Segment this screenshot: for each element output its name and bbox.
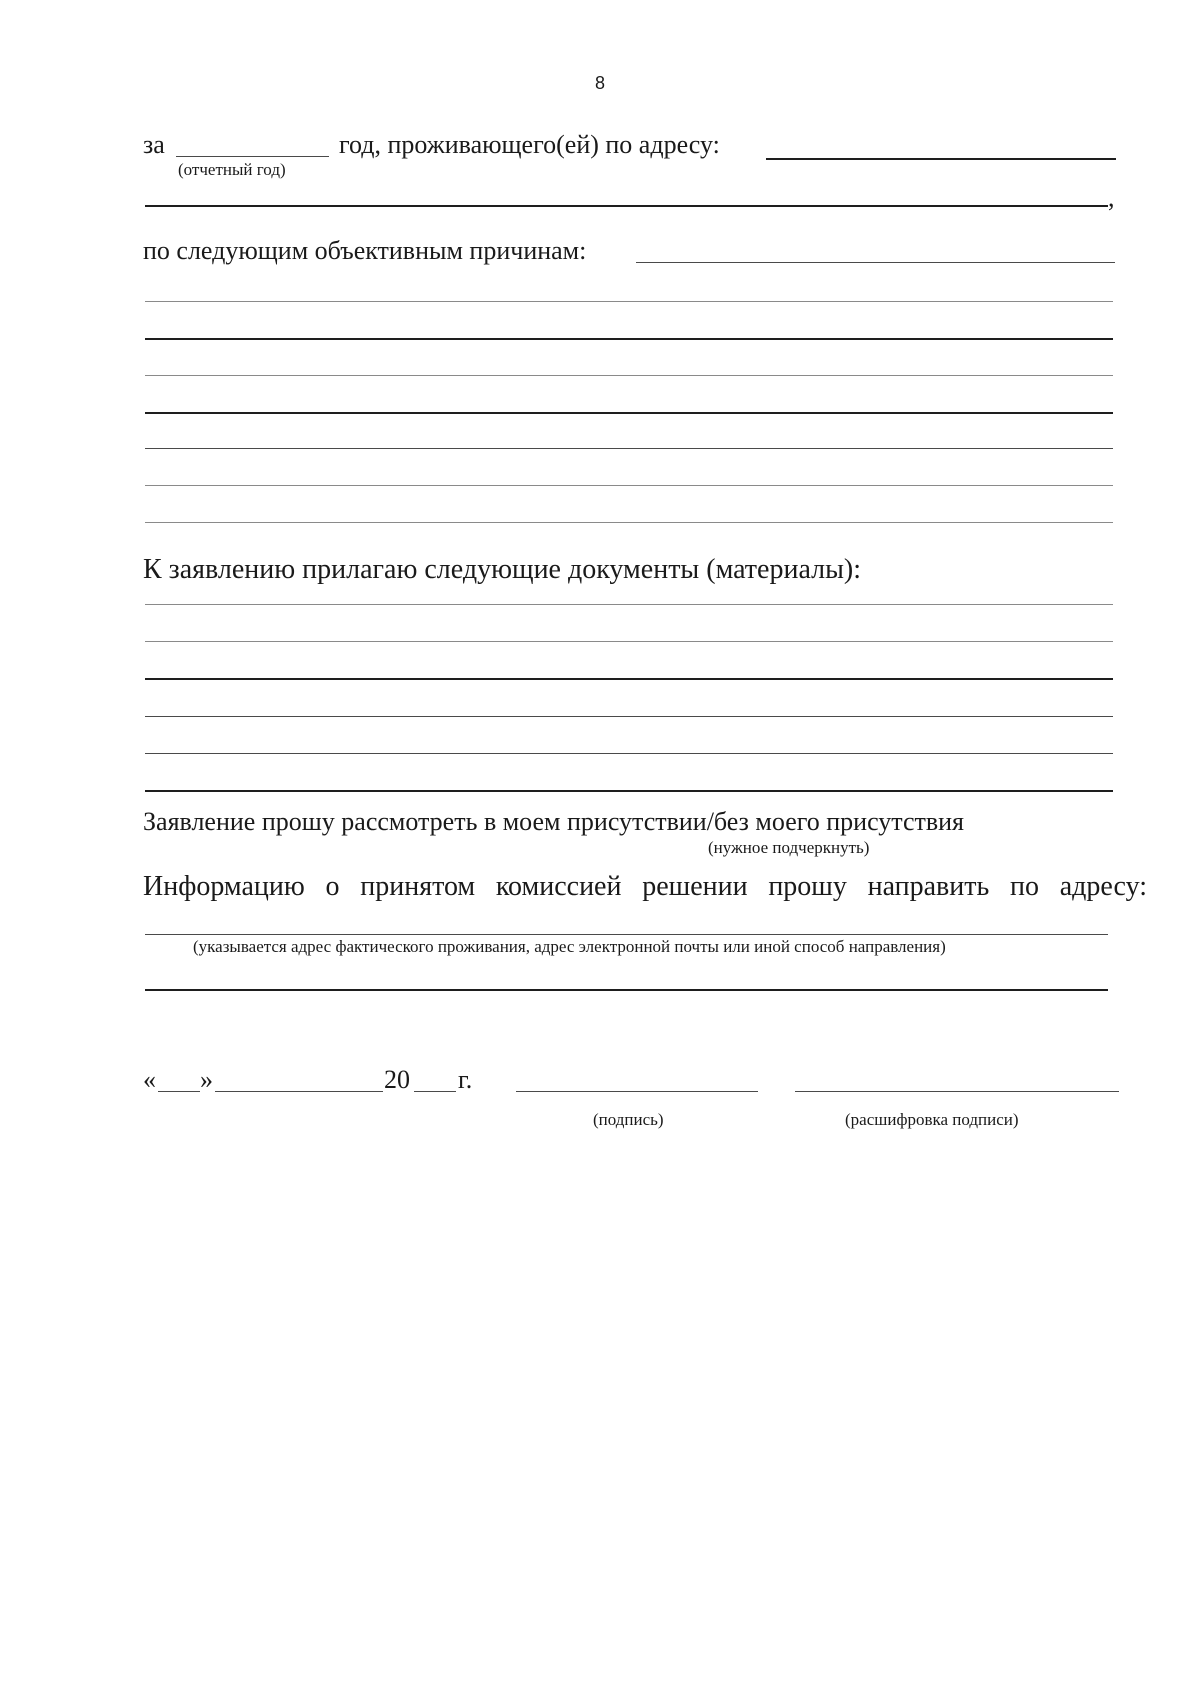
- date-close-quote: »: [200, 1065, 213, 1094]
- attachments-line-3[interactable]: [145, 678, 1113, 680]
- date-year-suffix: г.: [458, 1065, 473, 1094]
- address-field-continued[interactable]: [145, 205, 1108, 207]
- date-day-field[interactable]: [158, 1091, 200, 1092]
- za-label: за: [143, 130, 165, 159]
- signature-decode-caption: (расшифровка подписи): [845, 1110, 1019, 1129]
- signature-field[interactable]: [516, 1091, 758, 1092]
- date-year-field[interactable]: [414, 1091, 456, 1092]
- attachments-label: К заявлению прилагаю следующие документы (материалы):: [143, 554, 862, 585]
- date-open-quote: «: [143, 1065, 156, 1094]
- date-month-field[interactable]: [215, 1091, 383, 1092]
- signature-decode-field[interactable]: [795, 1091, 1119, 1092]
- info-text: Информацию о принятом комиссией решении прошу направить по адресу:: [143, 871, 1147, 902]
- reasons-line-1[interactable]: [145, 301, 1113, 302]
- attachments-line-1[interactable]: [145, 604, 1113, 605]
- presence-caption: (нужное подчеркнуть): [708, 838, 870, 857]
- info-address-field-2[interactable]: [145, 989, 1108, 991]
- reasons-line-6[interactable]: [145, 485, 1113, 486]
- attachments-line-2[interactable]: [145, 641, 1113, 642]
- signature-caption: (подпись): [593, 1110, 664, 1129]
- year-caption: (отчетный год): [178, 160, 286, 179]
- reasons-line-3[interactable]: [145, 375, 1113, 376]
- year-field[interactable]: [176, 156, 329, 157]
- address-field[interactable]: [766, 158, 1116, 160]
- reasons-label: по следующим объективным причинам:: [143, 236, 587, 265]
- attachments-line-6[interactable]: [145, 790, 1113, 792]
- reasons-line-2[interactable]: [145, 338, 1113, 340]
- attachments-line-5[interactable]: [145, 753, 1113, 754]
- reasons-field[interactable]: [636, 262, 1115, 263]
- attachments-line-4[interactable]: [145, 716, 1113, 717]
- presence-text: Заявление прошу рассмотреть в моем присутствии/без моего присутствия: [143, 807, 965, 836]
- reasons-line-7[interactable]: [145, 522, 1113, 523]
- info-address-field[interactable]: [145, 934, 1108, 935]
- address-label: год, проживающего(ей) по адресу:: [339, 130, 720, 159]
- address-comma: ,: [1108, 183, 1115, 212]
- reasons-line-5[interactable]: [145, 448, 1113, 449]
- info-caption: (указывается адрес фактического проживания, адрес электронной почты или иной способ направления): [193, 937, 946, 956]
- reasons-line-4[interactable]: [145, 412, 1113, 414]
- date-year-prefix: 20: [384, 1065, 410, 1094]
- page-number: 8: [594, 73, 605, 93]
